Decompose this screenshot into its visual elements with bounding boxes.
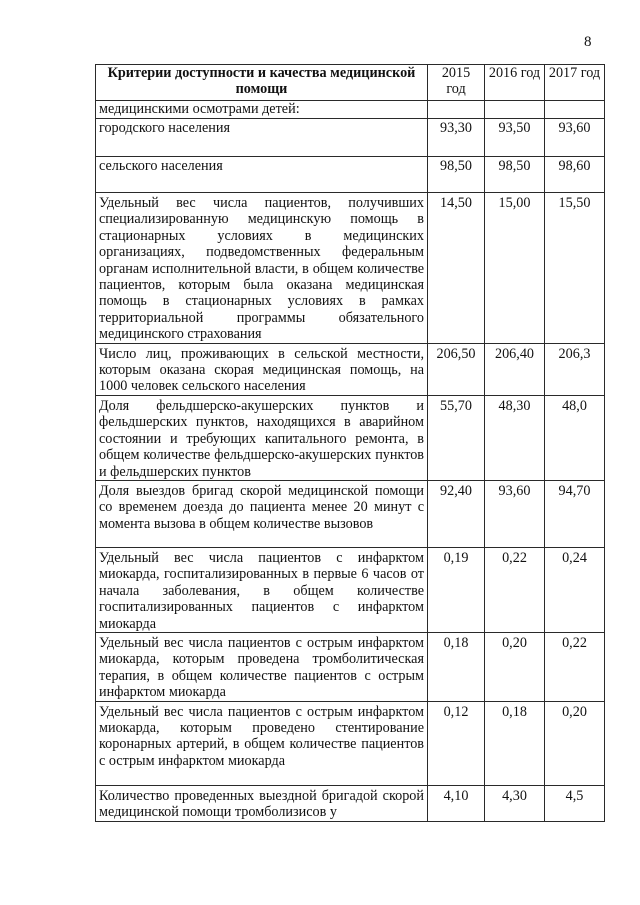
value-2015-cell (428, 101, 485, 119)
value-2016-cell: 93,60 (485, 480, 545, 547)
value-2017-cell: 15,50 (545, 193, 605, 344)
value-2017-cell: 98,60 (545, 157, 605, 193)
criterion-cell: Доля выездов бригад скорой медицинской помощи со временем доезда до пациента менее 20 минут с момента вызова в общем количестве вызовов (96, 480, 428, 547)
value-2017-cell: 206,3 (545, 343, 605, 395)
table-row (96, 119, 605, 157)
criterion-cell: Число лиц, проживающих в сельской местности, которым оказана скорая медицинская помощь, на 1000 человек сельского населения (96, 343, 428, 395)
table-row (96, 547, 605, 632)
criterion-cell: городского населения (96, 119, 428, 157)
criterion-cell: сельского населения (96, 157, 428, 193)
criterion-cell: Удельный вес числа пациентов, получивших специализированную медицинскую помощь в стационарных условиях в медицинских организациях, подведомственных федеральным органам исполнительной власти, в общем количестве пациентов, которым была оказана медицинская помощь в стационарных условиях в рамках территориальной программы обязательного медицинского страхования (96, 193, 428, 344)
value-2017-cell (545, 101, 605, 119)
year-2016-column-header: 2016 год (485, 65, 545, 101)
table-row (96, 785, 605, 821)
value-2015-cell: 0,18 (428, 632, 485, 701)
value-2015-cell: 92,40 (428, 480, 485, 547)
value-2015-cell: 0,12 (428, 701, 485, 785)
value-2017-cell: 48,0 (545, 395, 605, 480)
value-2017-cell: 0,20 (545, 701, 605, 785)
value-2016-cell: 206,40 (485, 343, 545, 395)
criterion-cell: медицинскими осмотрами детей: (96, 101, 428, 119)
value-2017-cell: 0,24 (545, 547, 605, 632)
table-row (96, 701, 605, 785)
value-2015-cell: 93,30 (428, 119, 485, 157)
value-2017-cell: 93,60 (545, 119, 605, 157)
table-row (96, 193, 605, 344)
criterion-cell: Доля фельдшерско-акушерских пунктов и фельдшерских пунктов, находящихся в аварийном состоянии и требующих капитального ремонта, в общем количестве фельдшерско-акушерских пунктов и фельдшерских пунктов (96, 395, 428, 480)
value-2015-cell: 206,50 (428, 343, 485, 395)
value-2017-cell: 4,5 (545, 785, 605, 821)
criteria-table (95, 64, 605, 822)
year-2015-column-header: 2015 год (428, 65, 485, 101)
value-2015-cell: 14,50 (428, 193, 485, 344)
value-2017-cell: 0,22 (545, 632, 605, 701)
year-2017-column-header: 2017 год (545, 65, 605, 101)
criterion-cell: Удельный вес числа пациентов с острым инфарктом миокарда, которым проведено стентирование коронарных артерий, в общем количестве пациентов с острым инфарктом миокарда (96, 701, 428, 785)
criterion-cell: Удельный вес числа пациентов с острым инфарктом миокарда, которым проведена тромболитическая терапия, в общем количестве пациентов с острым инфарктом миокарда (96, 632, 428, 701)
value-2016-cell: 0,22 (485, 547, 545, 632)
value-2016-cell: 93,50 (485, 119, 545, 157)
table-row (96, 101, 605, 119)
value-2016-cell (485, 101, 545, 119)
table-row (96, 632, 605, 701)
page-number: 8 (584, 34, 592, 50)
value-2016-cell: 4,30 (485, 785, 545, 821)
value-2015-cell: 4,10 (428, 785, 485, 821)
value-2016-cell: 48,30 (485, 395, 545, 480)
value-2016-cell: 0,20 (485, 632, 545, 701)
table-row (96, 157, 605, 193)
value-2015-cell: 98,50 (428, 157, 485, 193)
table-row (96, 480, 605, 547)
criterion-cell: Удельный вес числа пациентов с инфарктом миокарда, госпитализированных в первые 6 часов от начала заболевания, в общем количестве госпитализированных пациентов с инфарктом миокарда (96, 547, 428, 632)
value-2015-cell: 55,70 (428, 395, 485, 480)
table-row (96, 395, 605, 480)
table-header-row (96, 65, 605, 101)
table-row (96, 343, 605, 395)
value-2015-cell: 0,19 (428, 547, 485, 632)
value-2017-cell: 94,70 (545, 480, 605, 547)
value-2016-cell: 0,18 (485, 701, 545, 785)
criterion-cell: Количество проведенных выездной бригадой скорой медицинской помощи тромболизисов у (96, 785, 428, 821)
value-2016-cell: 98,50 (485, 157, 545, 193)
criteria-column-header: Критерии доступности и качества медицинской помощи (96, 65, 428, 101)
value-2016-cell: 15,00 (485, 193, 545, 344)
